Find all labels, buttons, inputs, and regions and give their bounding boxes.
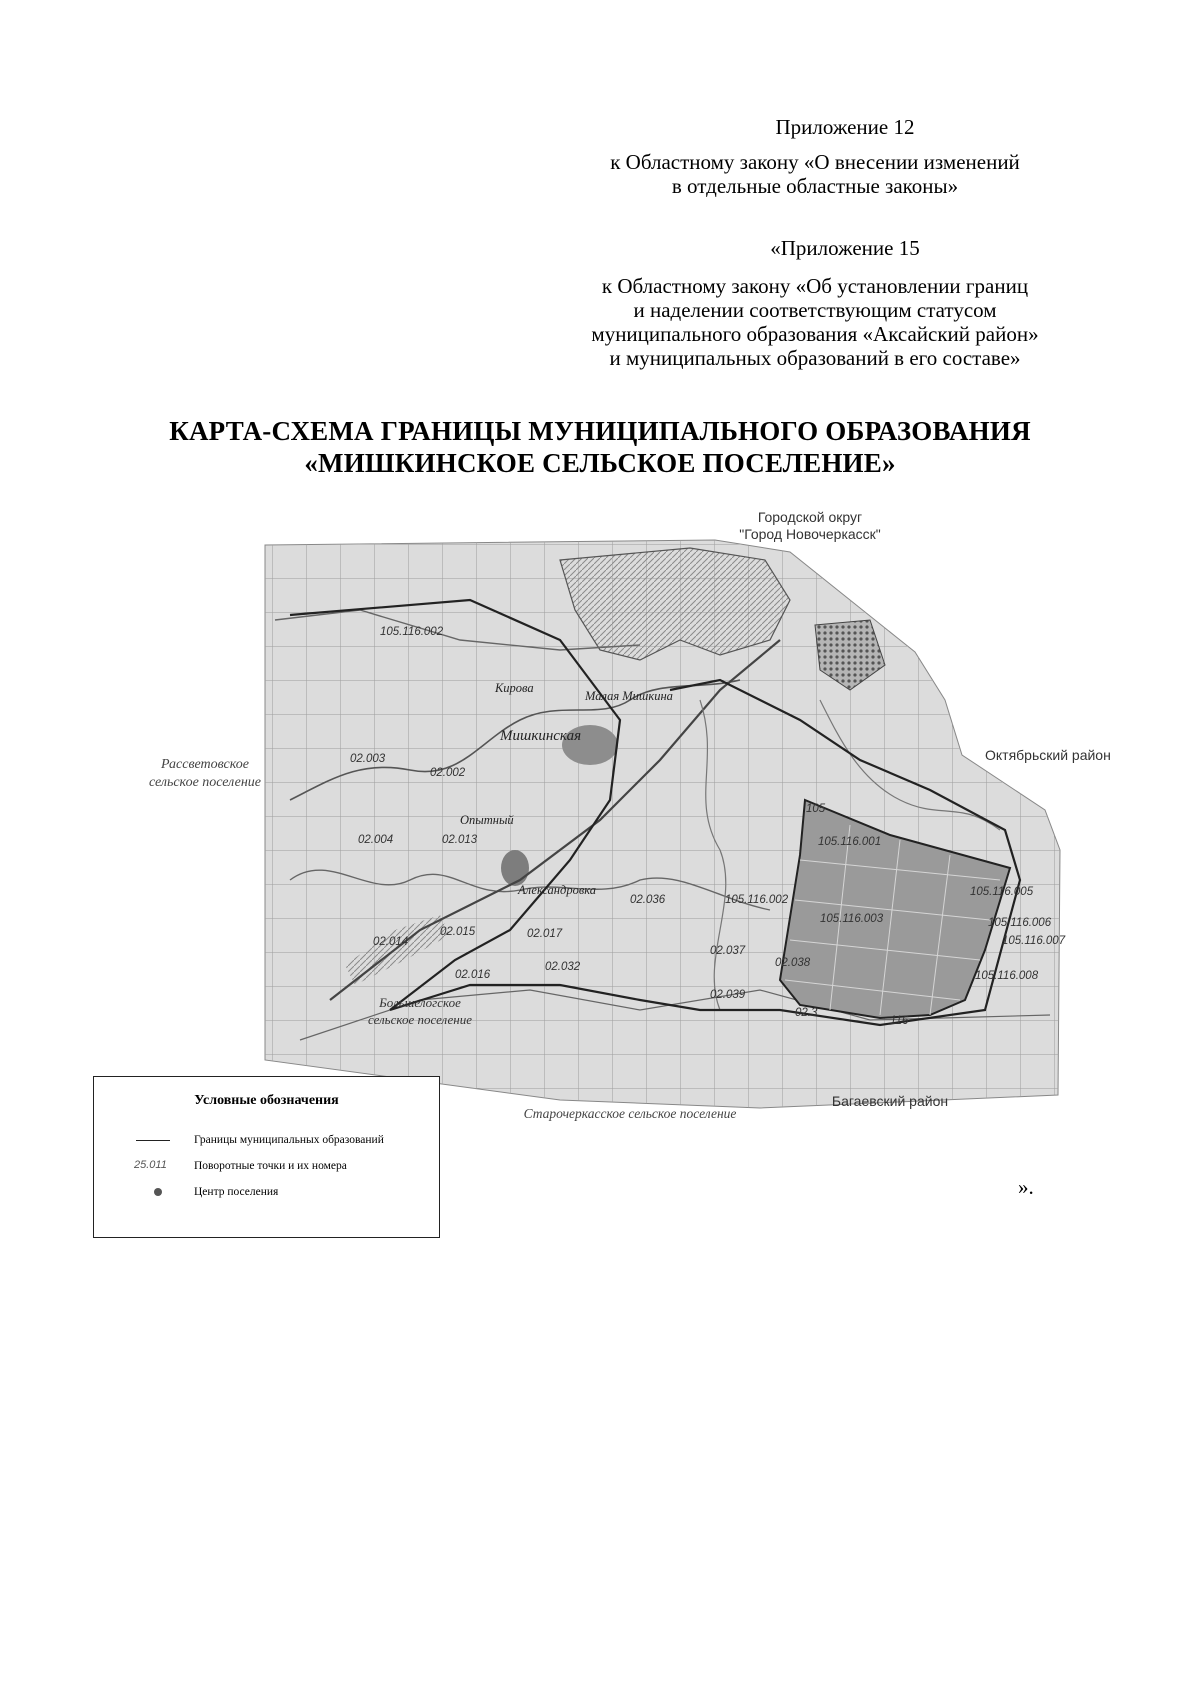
legend-item-points	[94, 1157, 439, 1177]
point-label: 02.017	[527, 928, 563, 940]
point-label: 116	[890, 1015, 909, 1027]
point-label: 105.116.002	[380, 626, 444, 638]
legend-item-boundary	[94, 1131, 439, 1151]
to-law-line-1: к Областному закону «О внесении изменений	[610, 150, 1020, 174]
point-label: 105.116.002	[725, 894, 789, 906]
point-label: 105.116.006	[988, 917, 1052, 929]
legend-boundary-symbol	[114, 1131, 204, 1151]
label-west-1: Рассветовское	[161, 757, 249, 772]
label-north-1: Городской округ	[757, 509, 863, 525]
legend-title: Условные обозначения	[194, 1093, 339, 1108]
point-label: 105.116.001	[818, 836, 882, 848]
legend-point-symbol	[114, 1157, 204, 1177]
inner-law-line-2: и наделении соответствующим статусом	[633, 298, 997, 322]
point-label: 105.116.003	[820, 913, 884, 925]
title-line-2: «МИШКИНСКОЕ СЕЛЬСКОЕ ПОСЕЛЕНИЕ»	[304, 448, 896, 478]
point-label: 02.003	[350, 753, 386, 765]
point-label: 02.013	[442, 834, 478, 846]
inner-law-line-4: и муниципальных образований в его составе»	[609, 346, 1021, 370]
point-label: 02.037	[710, 945, 746, 957]
legend-item-label: Поворотные точки и их номера	[194, 1160, 347, 1172]
point-label: 105.116.007	[1002, 935, 1066, 947]
map-image	[260, 530, 1070, 1120]
legend-item-center	[94, 1183, 439, 1203]
label-aleksandrovka: Александровка	[518, 883, 597, 897]
point-label: 02.002	[430, 767, 466, 779]
point-label: 02.016	[455, 969, 491, 981]
label-opytny: Опытный	[460, 813, 514, 827]
label-southwest-2: сельское поселение	[367, 1012, 473, 1027]
point-label: 02.3	[795, 1007, 818, 1019]
label-southeast: Багаевский район	[831, 1093, 949, 1109]
to-law-line-2: в отдельные областные законы»	[671, 174, 959, 198]
point-label: 02.015	[440, 926, 476, 938]
inner-law-line-3: муниципального образования «Аксайский район»	[591, 322, 1039, 346]
legend-item-label: Центр поселения	[194, 1186, 279, 1198]
label-malaya-mishkin: Малая Мишкина	[585, 689, 673, 703]
label-south: Старочеркасское сельское поселение	[523, 1106, 737, 1121]
label-mishkinskaya: Мишкинская	[500, 728, 582, 744]
legend-item-label: Границы муниципальных образований	[194, 1134, 384, 1146]
point-label: 105	[806, 803, 826, 815]
label-kirov: Кирова	[495, 681, 534, 695]
point-label: 105.116.005	[970, 886, 1034, 898]
label-east: Октябрьский район	[985, 747, 1111, 763]
point-label: 105.116.008	[975, 970, 1039, 982]
point-label: 02.038	[775, 957, 811, 969]
inner-law-line-1: к Областному закону «Об установлении границ	[601, 274, 1029, 298]
point-code-sample: 25.011	[134, 1159, 167, 1171]
settlement-center-icon	[154, 1188, 162, 1196]
legend-center-symbol	[114, 1183, 204, 1203]
label-north-2: "Город Новочеркасск"	[739, 526, 881, 542]
point-label: 02.036	[630, 894, 666, 906]
inner-appendix-text: «Приложение 15	[770, 236, 920, 260]
point-label: 02.014	[373, 936, 409, 948]
label-west-2: сельское поселение	[148, 775, 262, 790]
appendix-text: Приложение 12	[775, 115, 915, 139]
boundary-line-icon	[136, 1140, 170, 1141]
closing-mark: ».	[1018, 1175, 1034, 1199]
point-label: 02.032	[545, 961, 581, 973]
point-label: 02.039	[710, 989, 746, 1001]
label-southwest-1: Большелогское	[379, 995, 461, 1010]
title-line-1: КАРТА-СХЕМА ГРАНИЦЫ МУНИЦИПАЛЬНОГО ОБРАЗОВАНИЯ	[169, 416, 1031, 446]
point-label: 02.004	[358, 834, 394, 846]
map-legend	[93, 1076, 440, 1238]
settlement-mass-2	[501, 850, 529, 886]
